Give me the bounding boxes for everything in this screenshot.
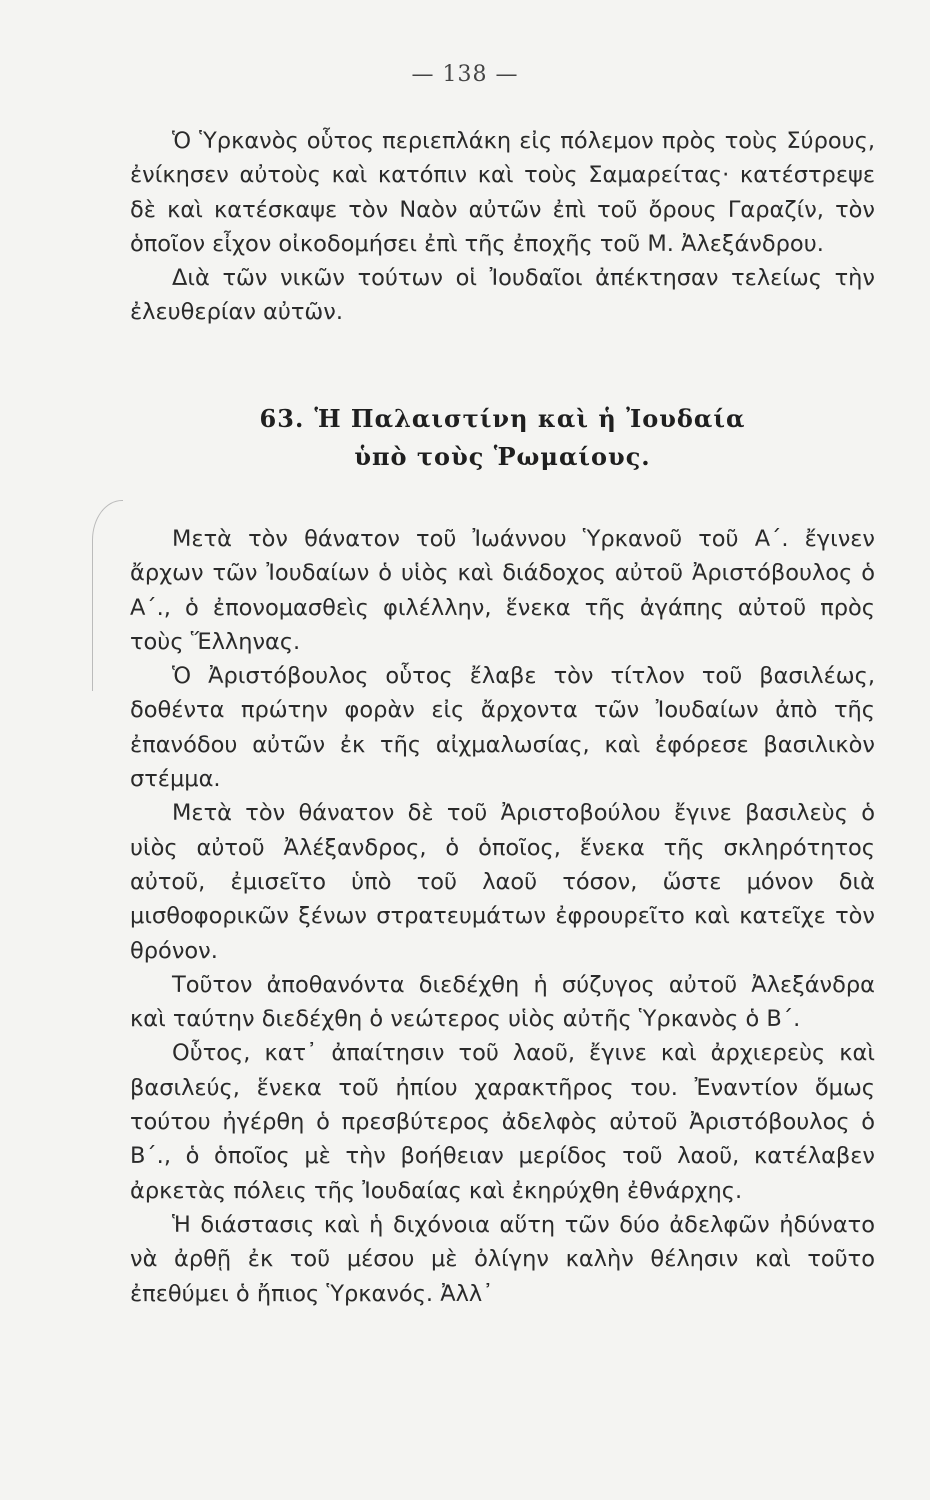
intro-text — [130, 124, 875, 330]
paragraph: Ἡ διάστασις καὶ ἡ διχόνοια αὕτη τῶν δύο ἀδελφῶν ἠδύνατο νὰ ἀρθῇ ἐκ τοῦ μέσου μὲ ὀλίγην καλὴν θέλησιν καὶ τοῦτο ἐπεθύμει ὁ ἤπιος Ὑρκανός. Ἀλλ᾽ — [130, 1211, 875, 1307]
paragraph: Τοῦτον ἀποθανόντα διεδέχθη ἡ σύζυγος αὐτοῦ Ἀλεξάνδρα καὶ ταύτην διεδέχθη ὁ νεώτερος υἱὸς αὐτῆς Ὑρκανὸς ὁ Β΄. — [130, 971, 875, 1033]
paragraph: Μετὰ τὸν θάνατον τοῦ Ἰωάννου Ὑρκανοῦ τοῦ Α΄. ἔγινεν ἄρχων τῶν Ἰουδαίων ὁ υἱὸς καὶ διάδοχος αὐτοῦ Ἀριστόβουλος ὁ Α΄., ὁ ἐπονομασθεὶς φιλέλλην, ἕνεκα τῆς ἀγάπης αὐτοῦ πρὸς τοὺς Ἕλληνας. — [130, 526, 875, 655]
section-heading — [130, 400, 875, 476]
heading-line-1 — [130, 400, 875, 438]
heading-line-2: ὑπὸ τοὺς Ῥωμαίους. — [354, 442, 651, 471]
paragraph: Ὁ Ἀριστόβουλος οὗτος ἔλαβε τὸν τίτλον τοῦ βασιλέως, δοθέντα πρώτην φορὰν εἰς ἄρχοντα τῶν Ἰουδαίων ἀπὸ τῆς ἐπανόδου αὐτῶν ἐκ τῆς αἰχμαλωσίας, καὶ ἐφόρεσε βασιλικὸν στέμμα. — [130, 663, 875, 793]
paragraph: Μετὰ τὸν θάνατον δὲ τοῦ Ἀριστοβούλου ἔγινε βασιλεὺς ὁ υἱὸς αὐτοῦ Ἀλέξανδρος, ὁ ὁποῖος, ἕνεκα τῆς σκληρότητος αὐτοῦ, ἐμισεῖτο ὑπὸ τοῦ λαοῦ τόσον, ὥστε μόνον διὰ μισθοφορικῶν ξένων στρατευμάτων ἐφρουρεῖτο καὶ κατεῖχε τὸν θρόνον. — [130, 800, 875, 964]
paragraph: Ὁ Ὑρκανὸς οὗτος περιεπλάκη εἰς πόλεμον πρὸς τοὺς Σύρους, ἐνίκησεν αὐτοὺς καὶ κατόπιν καὶ τοὺς Σαμαρείτας· κατέστρεψε δὲ καὶ κατέσκαψε τὸν Ναὸν αὐτῶν ἐπὶ τοῦ ὄρους Γαραζίν, τὸν ὁποῖον εἶχον οἰκοδομήσει ἐπὶ τῆς ἐποχῆς τοῦ Μ. Ἀλεξάνδρου. — [130, 128, 875, 257]
paragraph: Οὗτος, κατ᾽ ἀπαίτησιν τοῦ λαοῦ, ἔγινε καὶ ἀρχιερεὺς καὶ βασιλεύς, ἕνεκα τοῦ ἠπίου χαρακτῆρος του. Ἐναντίον ὅμως τούτου ἠγέρθη ὁ πρεσβύτερος ἀδελφὸς αὐτοῦ Ἀριστόβουλος ὁ Β΄., ὁ ὁποῖος μὲ τὴν βοήθειαν μερίδος τοῦ λαοῦ, κατέλαβεν ἀρκετὰς πόλεις τῆς Ἰουδαίας καὶ ἐκηρύχθη ἐθνάρχης. — [130, 1040, 875, 1204]
section-body — [130, 522, 875, 1311]
paragraph: Διὰ τῶν νικῶν τούτων οἱ Ἰουδαῖοι ἀπέκτησαν τελείως τὴν ἐλευθερίαν αὐτῶν. — [130, 265, 875, 326]
margin-pencil-mark — [92, 500, 123, 691]
page-number: — 138 — — [411, 62, 519, 87]
heading-title: Ἡ Παλαιστίνη καὶ ἡ Ἰουδαία — [314, 404, 746, 433]
section-number: 63. — [259, 404, 305, 433]
